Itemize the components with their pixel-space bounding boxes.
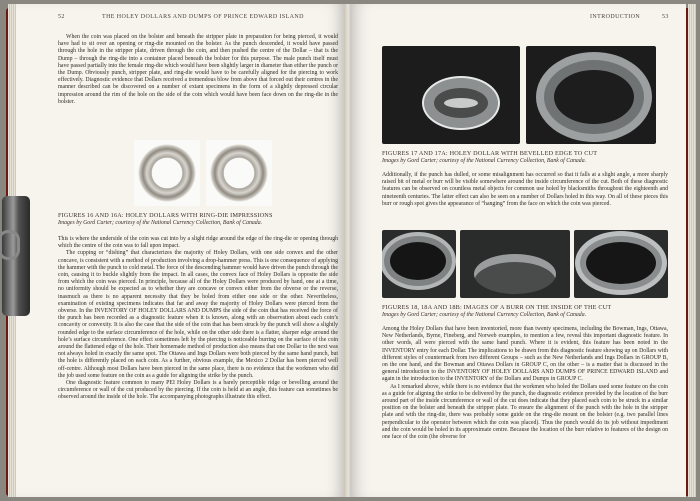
figure-18b-photo	[574, 230, 668, 298]
left-paragraph-3: One diagnostic feature common to many PEI Holey Dollars is a barely perceptible ridge or bevelling around the circumference or wall of the cut produced by the piercing. If the coin is held at an angle, this feature can sometimes be observed around the inside of the hole. The accompanying photographs illustrate this effect.	[58, 380, 338, 401]
figure-17-credit: Images by Gord Carter; courtesy of the National Currency Collection, Bank of Canada.	[382, 158, 587, 164]
left-running-head: THE HOLEY DOLLARS AND DUMPS OF PRINCE EDWARD ISLAND	[102, 14, 304, 20]
right-paragraph-3: As I remarked above, while there is no evidence that the workmen who holed the Dollars used some feature on the coin as a guide for aligning the strike to be delivered by the punch, the diagnostic evidence provided by the location of the burr around part of the inside circumference or wall of the cut does indicate that they placed each coin to be struck in a similar position on the bolster and beneath the stripper plate. To ensure the alignment of the punch with the hole in the stripper plate and with the ring-die, there was probably some guide on the ring-die mount on the bolster (e.g. two parallel lines perpendicular to the operator between which the coin was placed). Thus the punch would do its job without impediment and the coin would be holed in its approximate centre. Because the location of the burr relative to features of the design on one face of the coin (the obverse for	[382, 383, 668, 441]
figure-18a-photo	[460, 230, 570, 298]
holey-dollar-image	[422, 76, 500, 130]
left-paragraph-top-block	[58, 34, 338, 106]
left-page-number: 52	[58, 14, 65, 20]
figure-17a-photo	[526, 46, 656, 144]
right-paragraph-2: Among the Holey Dollars that have been inventoried, more than twenty specimens, including the Bowman, Ings, Ottawa, New Netherlands, Byrne, Fineberg, and Norweb examples, to mention a few, reveal this important diagnostic feature. In other words, all were pierced with the same hand punch. Where it is evident, this feature has been noted in the INVENTORY entry for each Dollar. The implications to be drawn from this diagnostic feature showing up on Dollars with different styles of countermark from two different Groups – such as the New Netherlands and Ings Dollars in GROUP B, on the one hand, and the Bowman and Ottawa Dollars in GROUP C, on the other – is a matter that is discussed in the general introduction to the INVENTORY OF HOLEY DOLLARS AND DUMPS OF PRINCE EDWARD ISLAND and again in the introduction to the INVENTORY of the Dollars and Dumps in GROUP C.	[382, 326, 668, 383]
figure-16a-photo	[206, 140, 272, 206]
right-body-block	[382, 326, 668, 441]
page-clip-ring	[0, 230, 20, 260]
right-page-edges	[688, 4, 696, 497]
right-paragraph-1: Additionally, if the punch has dulled, or some misalignment has occurred so that it falls at a slight angle, a more sharply raised bit of metal or burr will be visible somewhere around the inside circumference of the cut. Both of these diagnostic features can be observed on countless metal objects for common use holed by blacksmiths throughout the eighteenth and nineteenth centuries. The latter effect can also be seen on a number of Dollars holed in this way. On all of these pieces this burr or rough spot gives the appearance of “hanging” from the face on which the coin was pierced.	[382, 172, 668, 207]
left-paragraph-1: This is where the underside of the coin was cut into by a slight ridge around the edge of the ring-die or opening through which the centre of the coin was to fall upon impact.	[58, 236, 338, 250]
figure-18-photo	[382, 230, 456, 298]
holey-dollar-image	[136, 142, 198, 204]
left-page	[16, 4, 346, 497]
holey-dollar-image	[390, 242, 446, 280]
figure-17-photo	[382, 46, 520, 144]
left-paragraph-top: When the coin was placed on the bolster and beneath the stripper plate in preparation for being pierced, it would have had to sit over an opening or ring-die mounted on the bolster. As the punch descended, it would have passed through the hole in the stripper plate, driven through the coin, and then pushed the centre of the Dollar – that is the Dump – through the ring-die into a container placed beneath the bolster for this purpose. The male punch itself must have passed partially into the female ring-die which would have been slightly larger in diameter than either the punch or the Dump. Obviously punch, stripper plate, and ring-die would have to be carefully aligned for the piercing to work effectively. Diagnostic evidence that Dollars received a tremendous blow from above that forced out their centres in the manner described can be discovered on a number of extant specimens in the form of a slightly depressed circular impression around the rim of the hole on the side of the coin which would have been face down on the ring-die in the bolster.	[58, 34, 338, 105]
right-running-head: INTRODUCTION	[590, 14, 641, 20]
holey-dollar-image	[586, 242, 656, 284]
left-body-block	[58, 236, 338, 402]
figure-16-credit: Images by Gord Carter; courtesy of the National Currency Collection, Bank of Canada.	[58, 220, 263, 226]
right-page	[350, 4, 686, 497]
holey-dollar-image	[474, 254, 556, 294]
right-page-number: 53	[662, 14, 669, 20]
figure-17-title: FIGURES 17 AND 17A: HOLEY DOLLAR WITH BEVELLED EDGE TO CUT	[382, 150, 598, 157]
right-paragraph-1-block	[382, 172, 668, 208]
holey-dollar-image	[554, 70, 634, 124]
figure-16-photo	[134, 140, 200, 206]
figure-18-credit: Images by Gord Carter; courtesy of the National Currency Collection, Bank of Canada.	[382, 312, 587, 318]
figure-18-title: FIGURES 18, 18A AND 18B: IMAGES OF A BURR ON THE INSIDE OF THE CUT	[382, 304, 612, 311]
figure-16-title: FIGURES 16 AND 16A: HOLEY DOLLARS WITH RING-DIE IMPRESSIONS	[58, 212, 273, 219]
left-paragraph-2: The cupping or “dishing” that characterizes the majority of Holey Dollars, with one side convex and the other concave, is consistent with a method of production involving a drop-hammer press. This is one consequence of applying the hammer with the punch to cold metal. The force of the descending hammer would have driven the punch through the coin, causing it to buckle slightly from the impact. In all cases, the convex face of Holey Dollars is opposite the side from which the coin was pierced. In principle, because all of the Holey Dollars were produced by hand, one at a time, no uniformity should be expected as to whether they are concave or convex either from the obverse or the reverse, inasmuch as there is no apparent necessity that they be holed from either one side or the other. Nevertheless, examination of existing specimens indicates that far and away the majority of Holey Dollars were pierced from the obverse. In the INVENTORY OF HOLEY DOLLARS AND DUMPS the side of the coin that has received the force of the punch has been recorded as a diagnostic feature when it is known, along with an observation about each coin’s concavity or convexity. It is also the case that the side of the coin that has been struck by the punch will show a slightly rounded edge to the surface circumference of the hole, while on the other side there is a flatter, sharper edge around the hole’s surface circumference. One effect sometimes left by the piercing is noticeable burring on the surface of the coin around the flattened edge of the hole. Their homemade method of production also means that one Dollar to the next was not always holed in exactly the same spot. The Ottawa and Ings Dollars were both pierced by the same hand punch, but the hole is differently placed on each coin. As a further, obvious example, the Mexico 2 Dollar has been pierced well off-centre. Although most Dollars have been pierced in the same place, there is no evidence that the workmen who did the job used some feature on the coin as a guide for aligning the strike by the punch.	[58, 250, 338, 379]
holey-dollar-image	[208, 142, 270, 204]
